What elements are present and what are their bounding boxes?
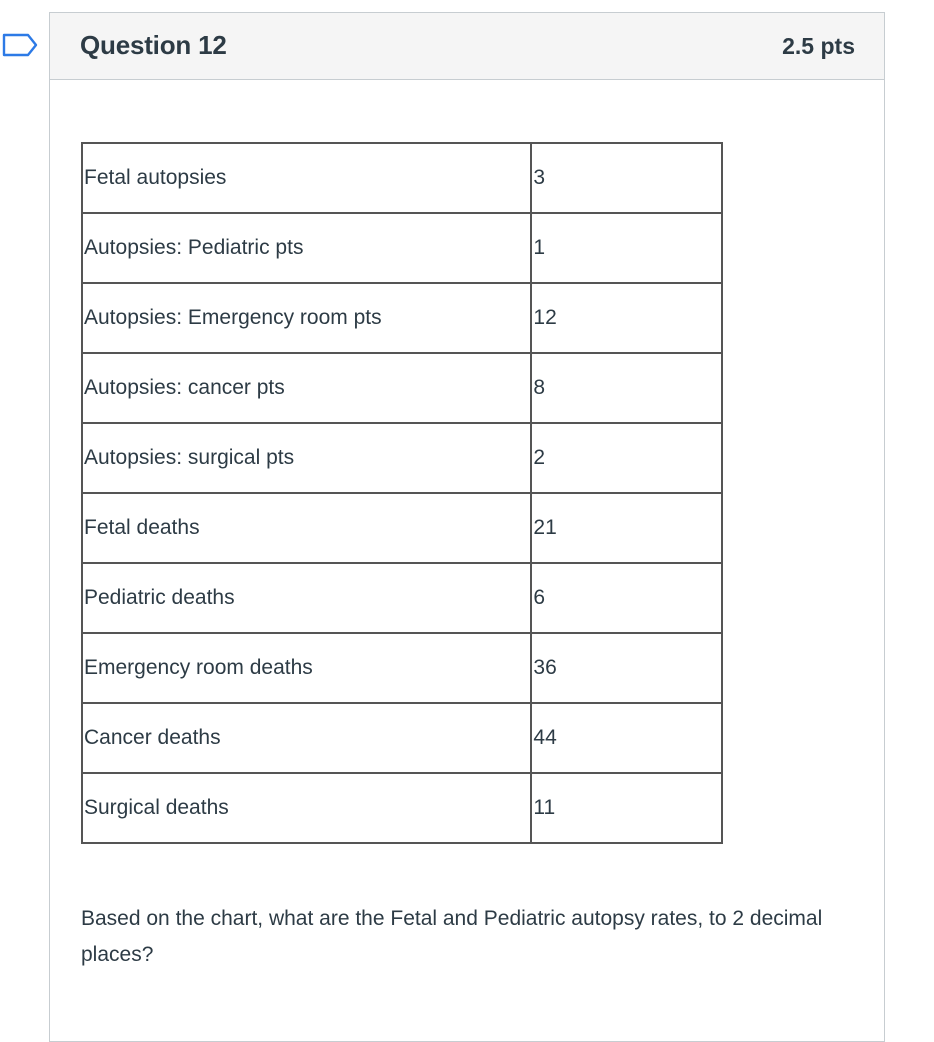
table-row [82, 563, 722, 633]
question-prompt: Based on the chart, what are the Fetal and Pediatric autopsy rates, to 2 decimal places? [81, 907, 823, 966]
question-title: Question 12 [80, 30, 227, 60]
row-label: Cancer deaths [82, 703, 531, 773]
flag-question-icon[interactable] [2, 33, 38, 57]
table-row [82, 773, 722, 843]
table-row [82, 703, 722, 773]
row-label: Surgical deaths [82, 773, 531, 843]
row-label: Autopsies: surgical pts [82, 423, 531, 493]
question-card [49, 12, 885, 1042]
table-row [82, 213, 722, 283]
table-row [82, 633, 722, 703]
row-label: Fetal autopsies [82, 143, 531, 213]
row-label: Pediatric deaths [82, 563, 531, 633]
table-row [82, 493, 722, 563]
row-value: 21 [531, 493, 722, 563]
row-label: Fetal deaths [82, 493, 531, 563]
row-value: 36 [531, 633, 722, 703]
row-value: 6 [531, 563, 722, 633]
table-row [82, 143, 722, 213]
row-label: Emergency room deaths [82, 633, 531, 703]
table-row [82, 423, 722, 493]
row-label: Autopsies: cancer pts [82, 353, 531, 423]
row-label: Autopsies: Pediatric pts [82, 213, 531, 283]
table-row [82, 283, 722, 353]
row-value: 12 [531, 283, 722, 353]
row-value: 11 [531, 773, 722, 843]
table-row [82, 353, 722, 423]
question-points: 2.5 pts [782, 33, 855, 59]
row-value: 3 [531, 143, 722, 213]
row-value: 8 [531, 353, 722, 423]
row-label: Autopsies: Emergency room pts [82, 283, 531, 353]
row-value: 2 [531, 423, 722, 493]
question-header [50, 13, 884, 80]
data-table [81, 142, 723, 844]
row-value: 1 [531, 213, 722, 283]
row-value: 44 [531, 703, 722, 773]
